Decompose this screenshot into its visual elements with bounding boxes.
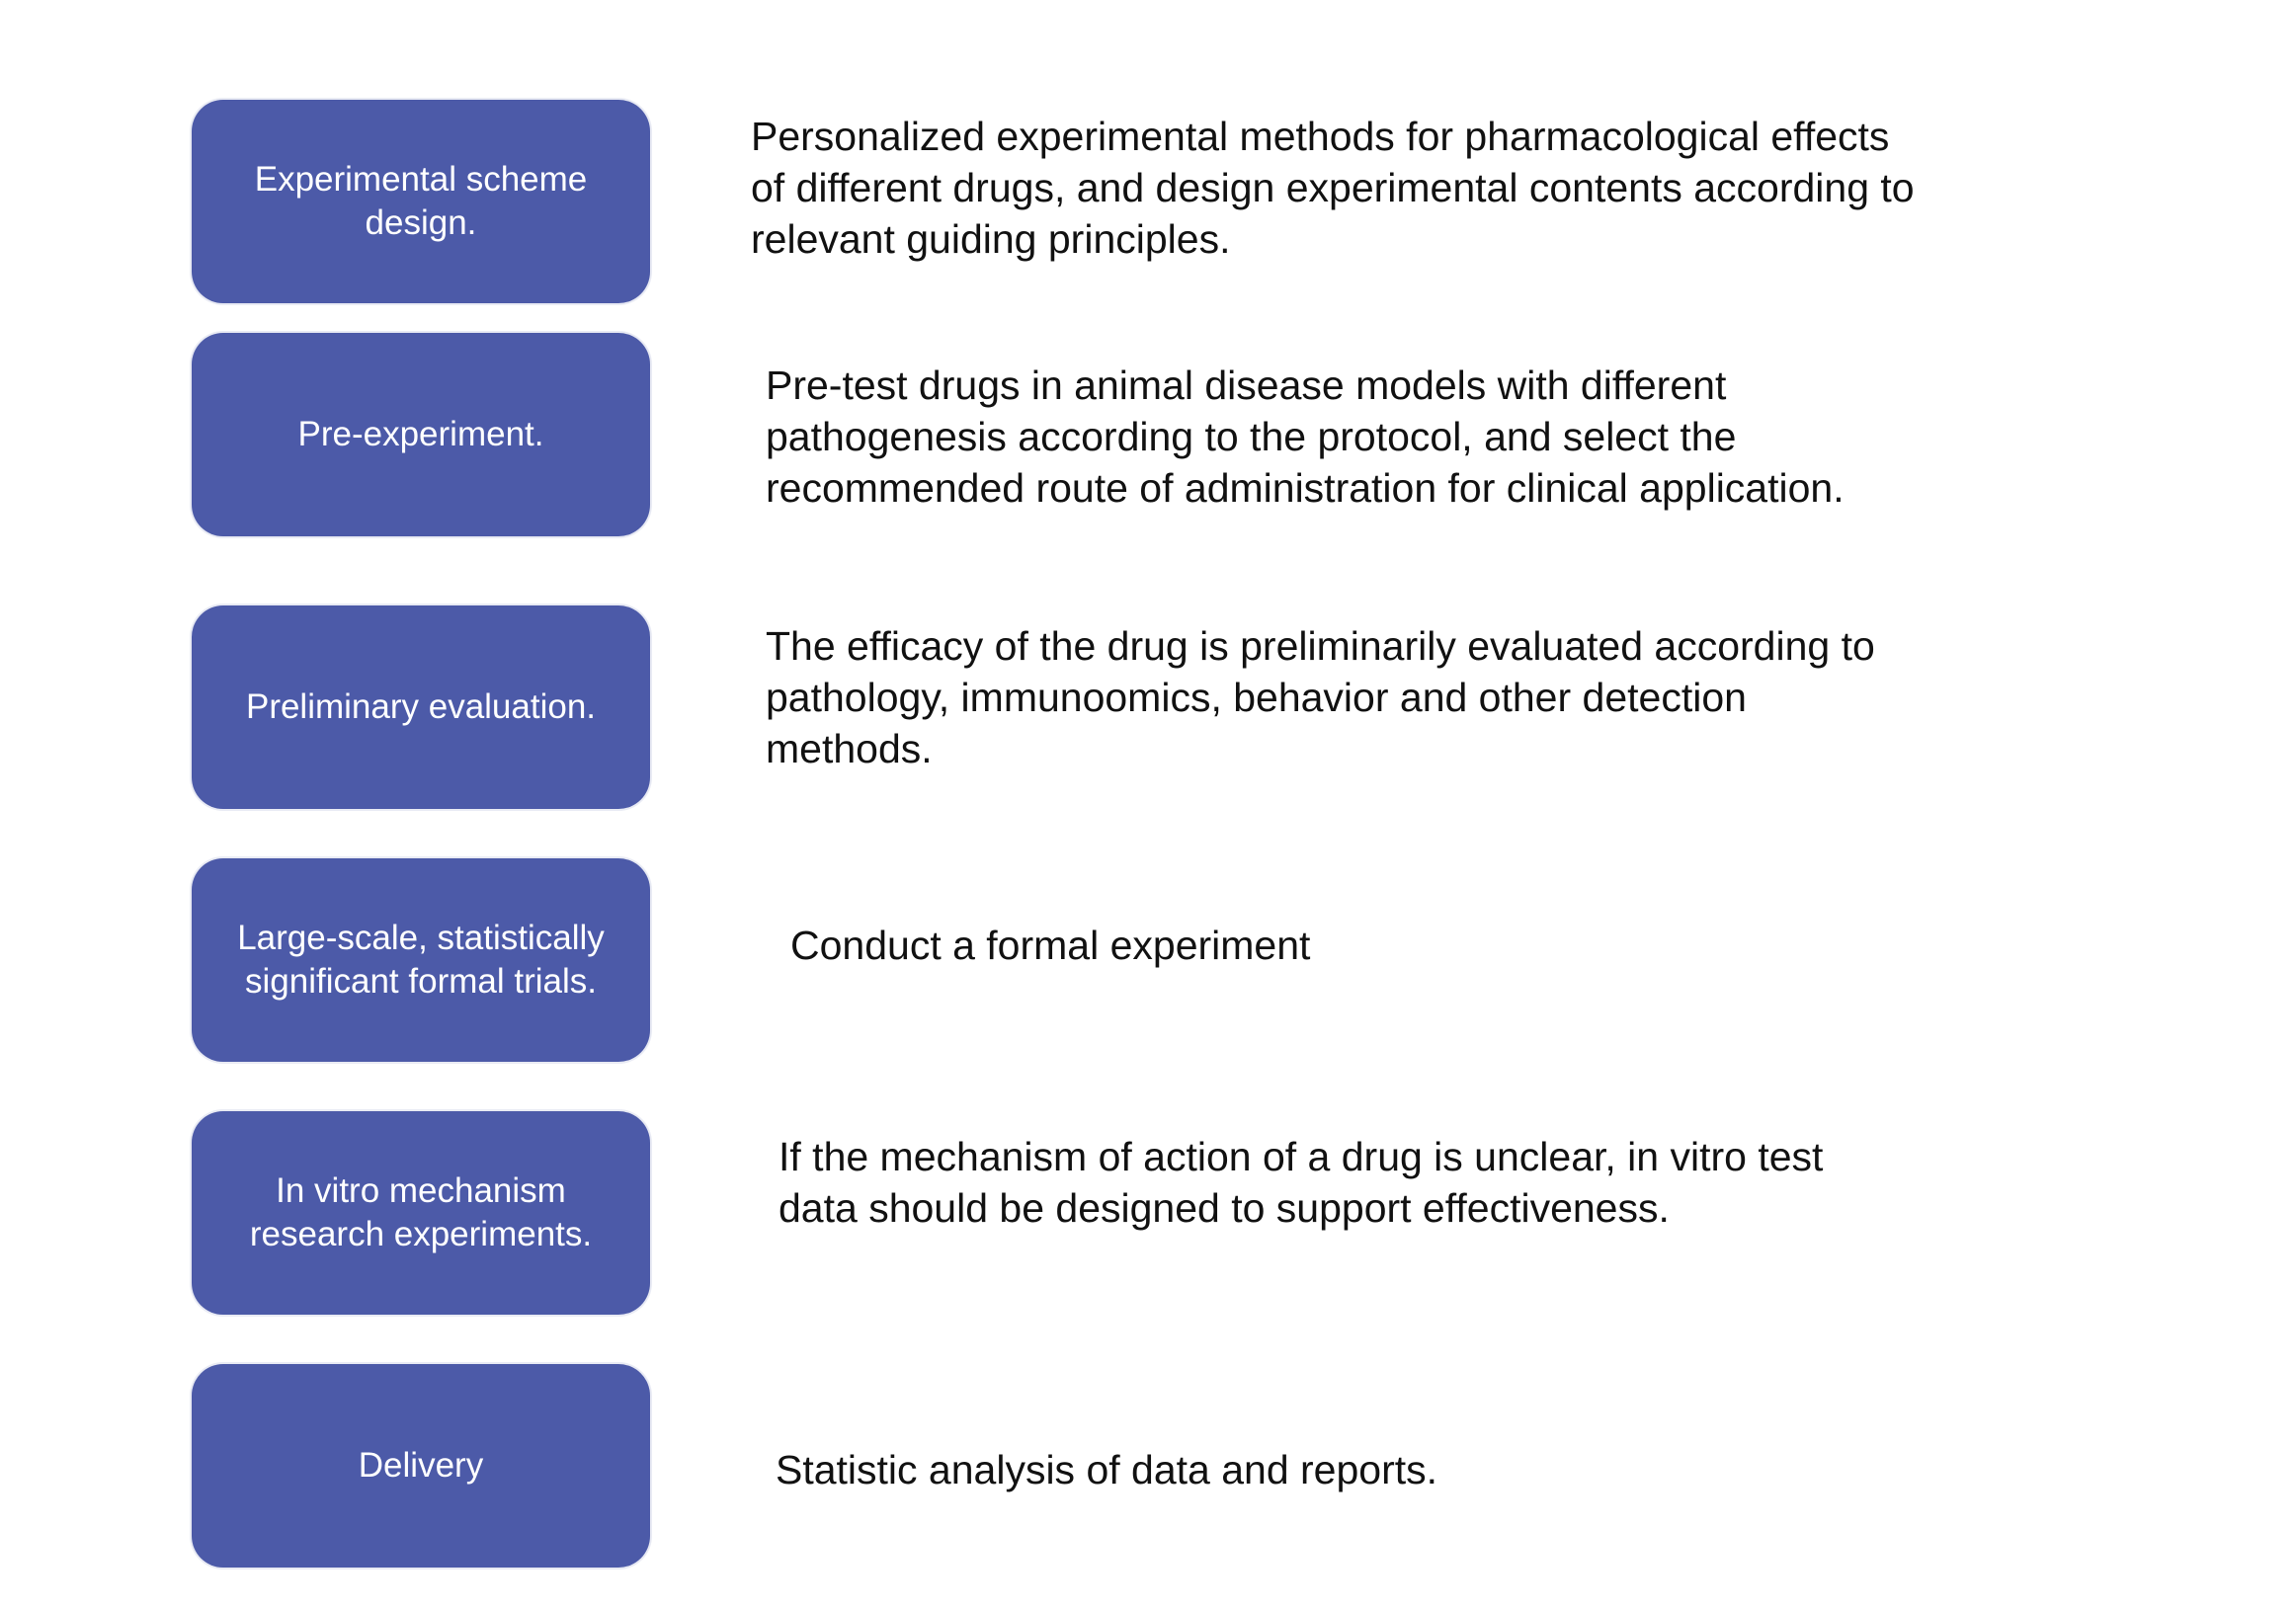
step-description: Pre-test drugs in animal disease models with different pathogenesis according to the protocol, and select the recommended route of administration for clinical application. — [766, 362, 1845, 511]
step-label: Pre-experiment. — [297, 415, 544, 453]
step-box-pre-experiment — [192, 333, 650, 536]
step-description: Statistic analysis of data and reports. — [776, 1447, 1438, 1492]
step-box-preliminary-evaluation — [192, 605, 650, 809]
step-description: Conduct a formal experiment — [790, 923, 1311, 968]
step-description: If the mechanism of action of a drug is unclear, in vitro test data should be designed to support effectiveness. — [779, 1134, 1824, 1231]
step-label: Preliminary evaluation. — [245, 687, 597, 726]
step-box-formal-trials — [192, 858, 650, 1062]
step-label: In vitro mechanism research experiments. — [249, 1171, 593, 1253]
step-description: The efficacy of the drug is preliminarily evaluated according to pathology, immunoomics, behavior and other detection methods. — [766, 623, 1875, 771]
step-description: Personalized experimental methods for pharmacological effects of different drugs, and design experimental contents according to relevant guiding principles. — [751, 114, 1915, 262]
step-label: Delivery — [358, 1446, 484, 1485]
step-label: Large-scale, statistically significant formal trials. — [237, 919, 605, 1001]
step-label: Experimental scheme design. — [254, 160, 588, 242]
step-box-delivery — [192, 1364, 650, 1568]
step-box-in-vitro-mechanism — [192, 1111, 650, 1315]
step-box-experimental-scheme-design — [192, 100, 650, 303]
